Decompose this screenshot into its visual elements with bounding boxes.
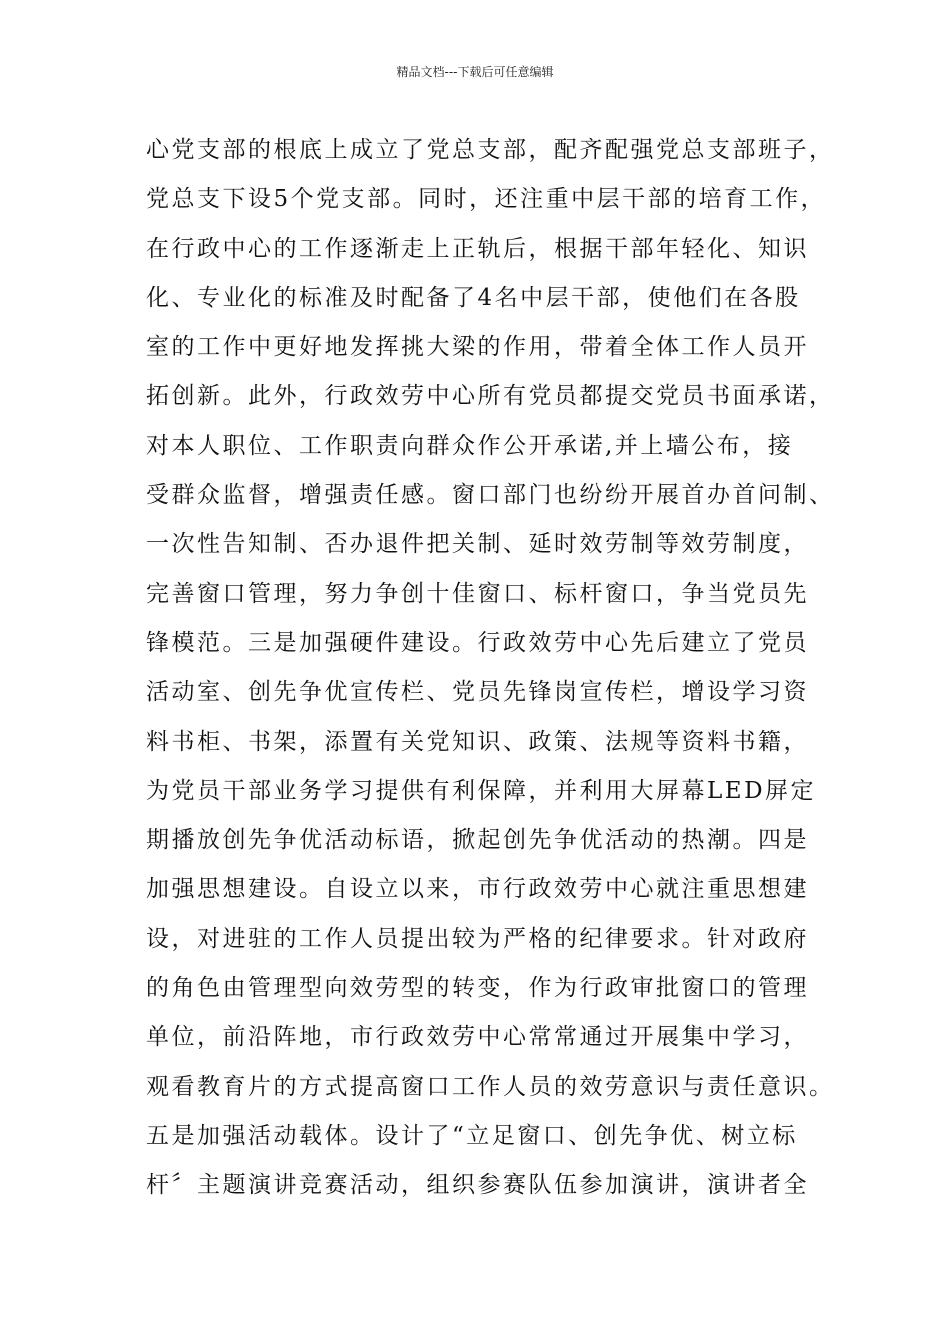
text-line: 完善窗口管理，努力争创十佳窗口、标杆窗口，争当党员先	[146, 580, 809, 607]
text-line: 为党员干部业务学习提供有利保障，并利用大屏幕LED屏定	[146, 777, 817, 804]
text-line: 活动室、创先争优宣传栏、党员先锋岗宣传栏，增设学习资	[146, 679, 809, 706]
text-line: 室的工作中更好地发挥挑大梁的作用，带着全体工作人员开	[146, 334, 809, 361]
text-line: 化、专业化的标准及时配备了4名中层干部，使他们在各股	[146, 284, 801, 311]
text-line: 加强思想建设。自设立以来，市行政效劳中心就注重思想建	[146, 876, 809, 903]
text-line: 拓创新。此外，行政效劳中心所有党员都提交党员书面承诺，	[146, 383, 835, 410]
document-body	[146, 126, 835, 1211]
text-line: 五是加强活动载体。设计了“立足窗口、创先争优、树立标	[146, 1122, 798, 1149]
text-line: 杆〞主题演讲竞赛活动，组织参赛队伍参加演讲，演讲者全	[146, 1172, 809, 1199]
text-line: 锋模范。三是加强硬件建设。行政效劳中心先后建立了党员	[146, 629, 809, 656]
text-line: 受群众监督，增强责任感。窗口部门也纷纷开展首办首问制、	[146, 482, 835, 509]
text-line: 料书柜、书架，添置有关党知识、政策、法规等资料书籍，	[146, 728, 809, 755]
text-line: 对本人职位、工作职责向群众作公开承诺,并上墙公布，接	[146, 432, 794, 459]
text-line: 心党支部的根底上成立了党总支部，配齐配强党总支部班子，	[146, 137, 835, 163]
text-line: 期播放创先争优活动标语，掀起创先争优活动的热潮。四是	[146, 827, 809, 854]
text-line: 一次性告知制、否办退件把关制、延时效劳制等效劳制度，	[146, 531, 809, 558]
text-line: 在行政中心的工作逐渐走上正轨后，根据干部年轻化、知识	[146, 235, 809, 262]
page-header: 精品文档---下载后可任意编辑	[396, 65, 554, 79]
text-line: 观看教育片的方式提高窗口工作人员的效劳意识与责任意识。	[146, 1073, 835, 1100]
text-line: 的角色由管理型向效劳型的转变，作为行政审批窗口的管理	[146, 975, 809, 1002]
text-line: 设，对进驻的工作人员提出较为严格的纪律要求。针对政府	[146, 925, 809, 952]
text-line: 单位，前沿阵地，市行政效劳中心常常通过开展集中学习，	[146, 1024, 809, 1051]
text-line: 党总支下设5个党支部。同时，还注重中层干部的培育工作，	[146, 186, 827, 213]
